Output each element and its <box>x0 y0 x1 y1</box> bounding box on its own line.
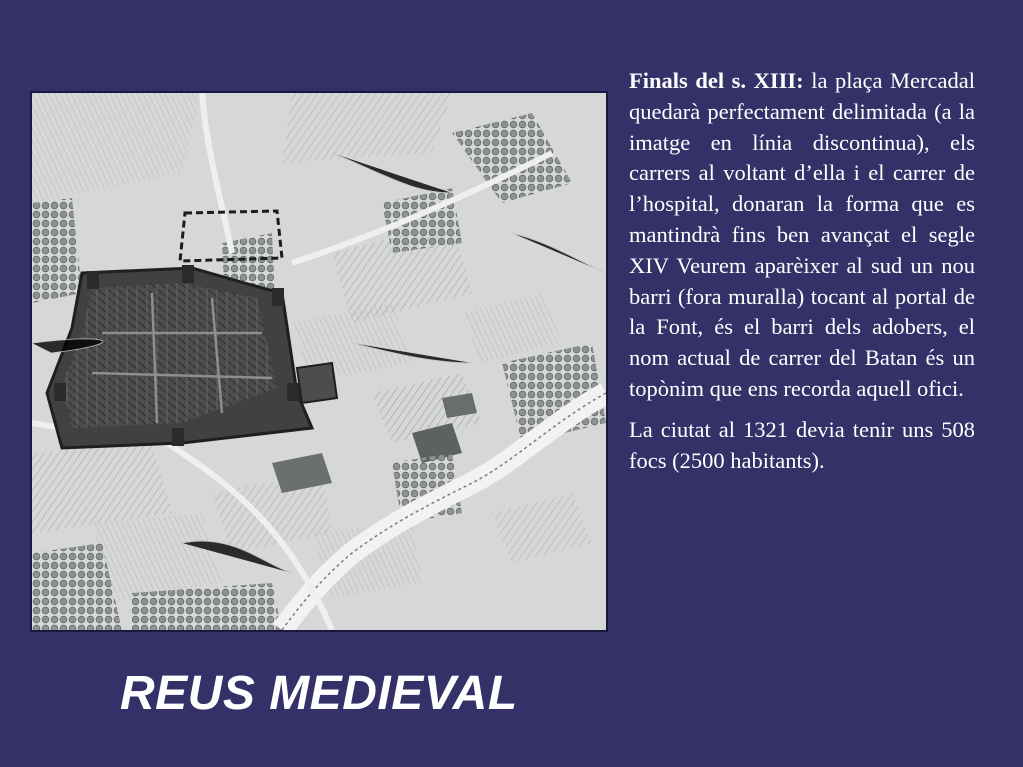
description-text <box>629 66 975 476</box>
paragraph-1 <box>629 66 975 405</box>
paragraph-2: La ciutat al 1321 devia tenir uns 508 focs (2500 habitants). <box>629 416 975 473</box>
slide-title: REUS MEDIEVAL <box>120 667 518 720</box>
medieval-reus-illustration <box>30 91 608 632</box>
aerial-map-drawing <box>32 93 606 630</box>
paragraph-1-body: la plaça Mercadal quedarà perfectament delimitada (a la imatge en línia discontinua), els carrers al voltant d’ella i el carrer de l’hospital, donaran la forma que es mantindrà fins ben avançat el segle XIV Veurem aparèixer al sud un nou barri (fora muralla) tocant al portal de la Font, és el barri dels adobers, el nom actual de carrer del Batan és un topònim que ens recorda aquell ofici. <box>629 68 975 401</box>
paragraph-1-lead: Finals del s. XIII: <box>629 68 804 93</box>
